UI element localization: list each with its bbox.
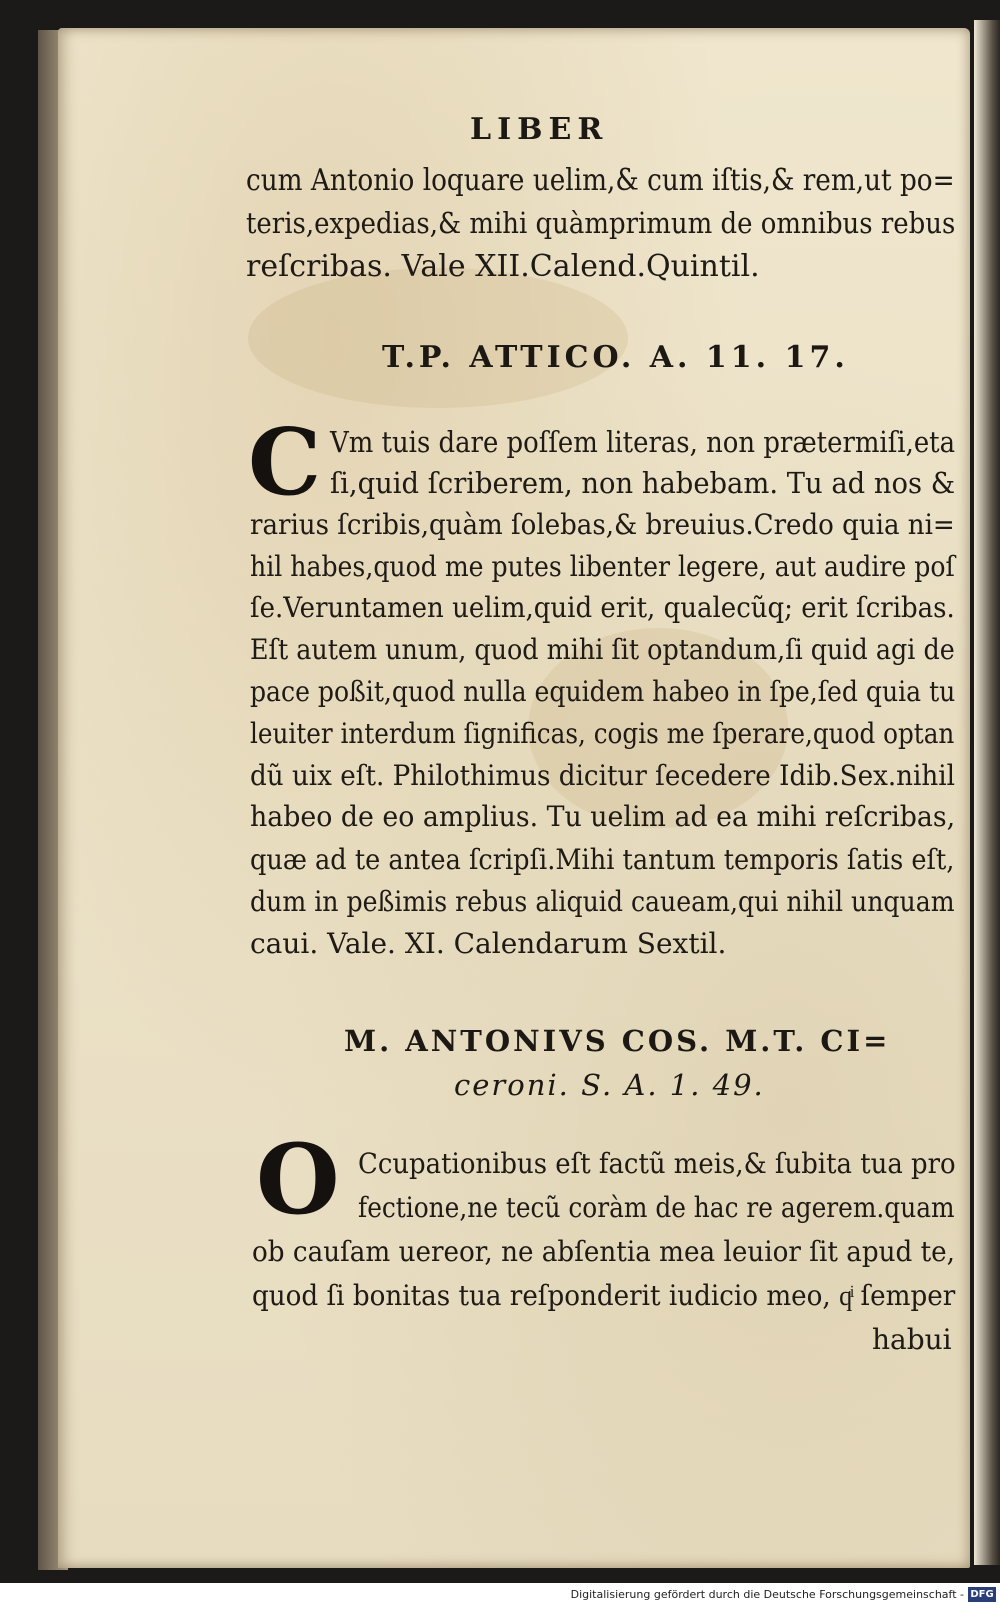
text-line: cum Antonio loquare uelim,& cum iſtis,& rem,ut po= — [246, 163, 955, 198]
text-line: quæ ad te antea ſcripſi.Mihi tantum temporis ſatis eſt, — [250, 843, 955, 876]
text-line: quod ſi bonitas tua reſponderit iudicio meo, qͥ ſemper — [252, 1279, 956, 1312]
funding-credit: Digitalisierung gefördert durch die Deutsche Forschungsgemeinschaft - — [570, 1588, 964, 1601]
text-line: ob cauſam uereor, ne abſentia mea leuior ſit apud te, — [252, 1235, 955, 1268]
letter-heading: M. ANTONIVS COS. M.T. CI= — [344, 1024, 891, 1058]
text-line: caui. Vale. XI. Calendarum Sextil. — [250, 927, 727, 960]
text-line: hil habes,quod me putes libenter legere, aut audire poſ — [250, 550, 955, 583]
footer-bar — [0, 1583, 1000, 1608]
text-line: Vm tuis dare poſſem literas, non prætermiſi,eta — [330, 425, 956, 459]
text-line: dum in peßimis rebus aliquid caueam,qui nihil unquam — [250, 885, 955, 918]
running-head: LIBER — [470, 112, 609, 147]
catchword: habui — [872, 1323, 952, 1356]
text-line: ſe.Veruntamen uelim,quid erit, qualecũq; erit ſcribas. — [250, 591, 955, 624]
text-line: fectione,ne tecũ coràm de hac re agerem.quam — [358, 1191, 955, 1224]
text-line: Ccupationibus eſt factũ meis,& ſubita tua pro — [358, 1147, 956, 1180]
book-edge-right — [974, 20, 1000, 1565]
text-line: reſcribas. Vale XII.Calend.Quintil. — [246, 249, 760, 284]
text-line: habeo de eo amplius. Tu uelim ad ea mihi reſcribas, — [250, 800, 956, 833]
text-line: teris,expedias,& mihi quàmprimum de omnibus rebus — [246, 206, 956, 240]
letter-heading: T.P. ATTICO. A. 11. 17. — [382, 340, 849, 375]
text-line: dũ uix eſt. Philothimus dicitur ſecedere Idib.Sex.nihil — [250, 759, 956, 792]
text-line: ſi,quid ſcriberem, non habebam. Tu ad nos & — [330, 466, 956, 500]
dropcap-letter: C — [248, 408, 322, 516]
text-line: pace poßit,quod nulla equidem habeo in ſpe,ſed quia tu — [250, 675, 956, 708]
dropcap-letter: O — [256, 1123, 340, 1236]
text-line: leuiter interdum ſignificas, cogis me ſperare,quod optan — [250, 717, 955, 750]
text-line: Eſt autem unum, quod mihi ſit optandum,ſi quid agi de — [250, 633, 955, 666]
text-line: rarius ſcribis,quàm ſolebas,& breuius.Credo quia ni= — [250, 508, 955, 541]
paper-stain — [248, 268, 628, 408]
dfg-logo: DFG — [968, 1587, 996, 1602]
letter-heading-line-2: ceroni. S. A. 1. 49. — [454, 1068, 765, 1102]
